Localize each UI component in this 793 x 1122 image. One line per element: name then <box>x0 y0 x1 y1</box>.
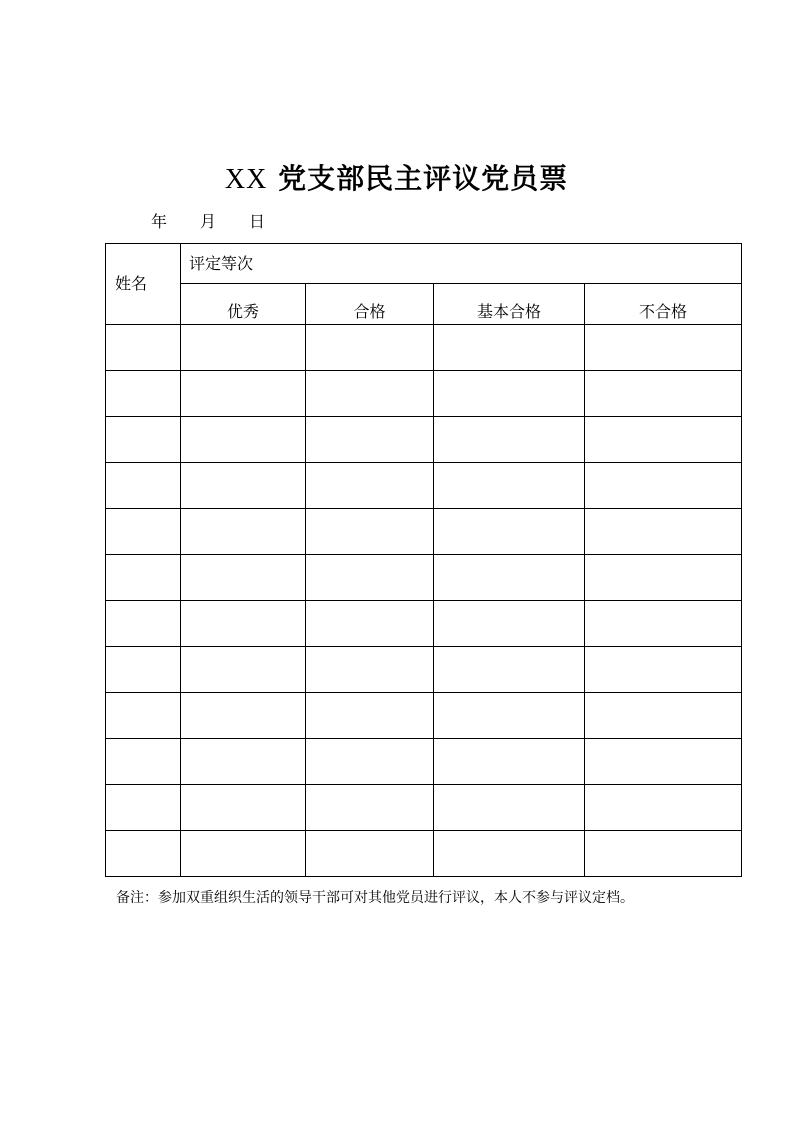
basically-qualified-cell[interactable] <box>434 693 585 739</box>
grade-header-row <box>106 284 742 325</box>
name-cell[interactable] <box>106 325 181 371</box>
unqualified-cell[interactable] <box>585 647 742 693</box>
date-year-label: 年 <box>151 212 168 231</box>
excellent-cell[interactable] <box>181 371 306 417</box>
grade-group-header: 评定等次 <box>181 244 742 284</box>
excellent-cell[interactable] <box>181 785 306 831</box>
basically-qualified-cell[interactable] <box>434 601 585 647</box>
name-cell[interactable] <box>106 785 181 831</box>
table-row <box>106 325 742 371</box>
unqualified-cell[interactable] <box>585 831 742 877</box>
name-cell[interactable] <box>106 831 181 877</box>
basically-qualified-cell[interactable] <box>434 831 585 877</box>
unqualified-cell[interactable] <box>585 371 742 417</box>
excellent-cell[interactable] <box>181 463 306 509</box>
excellent-cell[interactable] <box>181 693 306 739</box>
qualified-cell[interactable] <box>306 325 434 371</box>
excellent-cell[interactable] <box>181 417 306 463</box>
basically-qualified-cell[interactable] <box>434 739 585 785</box>
title-prefix: XX <box>224 164 268 195</box>
unqualified-cell[interactable] <box>585 509 742 555</box>
excellent-cell[interactable] <box>181 739 306 785</box>
name-cell[interactable] <box>106 463 181 509</box>
grade-header-basically-qualified: 基本合格 <box>434 284 585 325</box>
qualified-cell[interactable] <box>306 693 434 739</box>
excellent-cell[interactable] <box>181 831 306 877</box>
qualified-cell[interactable] <box>306 601 434 647</box>
unqualified-cell[interactable] <box>585 785 742 831</box>
date-day-label: 日 <box>249 212 266 231</box>
basically-qualified-cell[interactable] <box>434 371 585 417</box>
unqualified-cell[interactable] <box>585 325 742 371</box>
unqualified-cell[interactable] <box>585 693 742 739</box>
qualified-cell[interactable] <box>306 555 434 601</box>
unqualified-cell[interactable] <box>585 555 742 601</box>
basically-qualified-cell[interactable] <box>434 325 585 371</box>
vote-table <box>105 243 742 877</box>
table-row <box>106 831 742 877</box>
qualified-cell[interactable] <box>306 831 434 877</box>
basically-qualified-cell[interactable] <box>434 417 585 463</box>
name-cell[interactable] <box>106 417 181 463</box>
basically-qualified-cell[interactable] <box>434 647 585 693</box>
excellent-cell[interactable] <box>181 509 306 555</box>
name-cell[interactable] <box>106 693 181 739</box>
excellent-cell[interactable] <box>181 647 306 693</box>
table-row <box>106 417 742 463</box>
name-cell[interactable] <box>106 509 181 555</box>
name-header: 姓名 <box>106 244 181 325</box>
qualified-cell[interactable] <box>306 785 434 831</box>
unqualified-cell[interactable] <box>585 739 742 785</box>
name-cell[interactable] <box>106 739 181 785</box>
excellent-cell[interactable] <box>181 601 306 647</box>
basically-qualified-cell[interactable] <box>434 509 585 555</box>
unqualified-cell[interactable] <box>585 601 742 647</box>
name-cell[interactable] <box>106 371 181 417</box>
excellent-cell[interactable] <box>181 555 306 601</box>
table-header-row <box>106 244 742 284</box>
table-row <box>106 785 742 831</box>
qualified-cell[interactable] <box>306 463 434 509</box>
basically-qualified-cell[interactable] <box>434 463 585 509</box>
qualified-cell[interactable] <box>306 647 434 693</box>
excellent-cell[interactable] <box>181 325 306 371</box>
basically-qualified-cell[interactable] <box>434 555 585 601</box>
grade-header-qualified: 合格 <box>306 284 434 325</box>
unqualified-cell[interactable] <box>585 463 742 509</box>
name-cell[interactable] <box>106 647 181 693</box>
qualified-cell[interactable] <box>306 509 434 555</box>
table-row <box>106 601 742 647</box>
unqualified-cell[interactable] <box>585 417 742 463</box>
qualified-cell[interactable] <box>306 417 434 463</box>
date-month-label: 月 <box>200 212 217 231</box>
qualified-cell[interactable] <box>306 371 434 417</box>
table-row <box>106 555 742 601</box>
document-title <box>0 160 793 199</box>
name-cell[interactable] <box>106 601 181 647</box>
name-cell[interactable] <box>106 555 181 601</box>
qualified-cell[interactable] <box>306 739 434 785</box>
grade-header-unqualified: 不合格 <box>585 284 742 325</box>
table-row <box>106 463 742 509</box>
table-row <box>106 509 742 555</box>
footnote: 备注：参加双重组织生活的领导干部可对其他党员进行评议，本人不参与评议定档。 <box>116 890 634 906</box>
table-row <box>106 371 742 417</box>
table-row <box>106 693 742 739</box>
table-row <box>106 739 742 785</box>
table-row <box>106 647 742 693</box>
basically-qualified-cell[interactable] <box>434 785 585 831</box>
title-main: 党支部民主评议党员票 <box>278 162 569 195</box>
grade-header-excellent: 优秀 <box>181 284 306 325</box>
